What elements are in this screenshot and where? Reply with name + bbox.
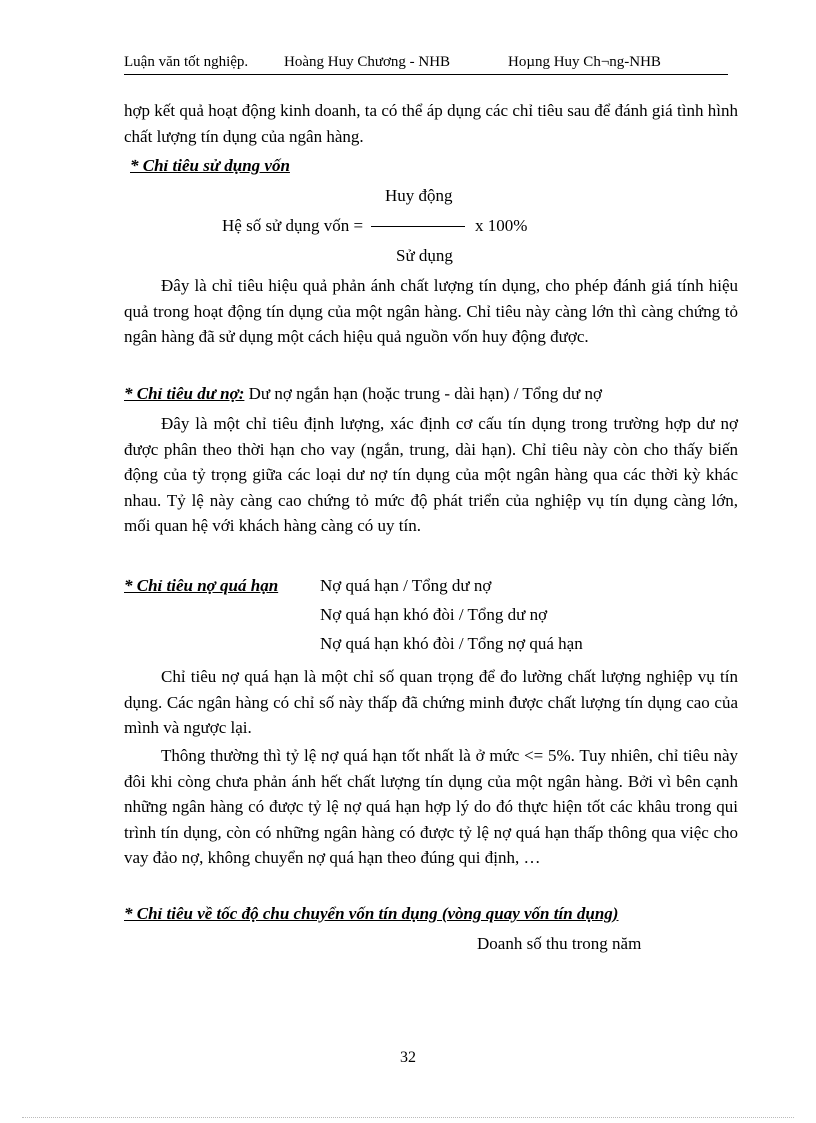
- formula-numerator: Huy động: [385, 186, 453, 205]
- intro-paragraph: hợp kết quả hoạt động kinh doanh, ta có thể áp dụng các chỉ tiêu sau để đánh giá tình hình chất lượng tín dụng của ngân hàng.: [124, 101, 738, 146]
- fraction-line: [371, 226, 465, 227]
- overdue-paragraph-2: Thông thường thì tỷ lệ nợ quá hạn tốt nhất là ở mức <= 5%. Tuy nhiên, chỉ tiêu này đôi khi còng chưa phản ánh hết chất lượng tín dụng của một ngân hàng. Bởi vì bên cạnh những ngân hàng có được tỷ lệ nợ quá hạn hợp lý do đó thực hiện tốt các khâu trong qui trình tín dụng, còn có những ngân hàng có được tỷ lệ nợ quá hạn thấp thông qua việc cho vay đảo nợ, không chuyển nợ quá hạn theo đúng qui định, …: [124, 746, 738, 867]
- page-header: [124, 52, 728, 75]
- formula-left: Hệ số sử dụng vốn =: [222, 216, 364, 235]
- section-heading-overdue: * Chỉ tiêu nợ quá hạn: [124, 576, 279, 595]
- page-bottom-border: [22, 1117, 794, 1118]
- section-heading-turnover: * Chỉ tiêu về tốc độ chu chuyển vốn tín dụng (vòng quay vốn tín dụng): [124, 904, 619, 923]
- overdue-ratio: Nợ quá hạn khó đòi / Tổng nợ quá hạn: [320, 634, 583, 653]
- debt-formula: Dư nợ ngắn hạn (hoặc trung - dài hạn) / Tổng dư nợ: [248, 384, 602, 403]
- section-heading-capital: * Chỉ tiêu sử dụng vốn: [130, 156, 290, 175]
- header-middle: Hoàng Huy Chương - NHB: [284, 54, 451, 70]
- capital-paragraph: Đây là chỉ tiêu hiệu quả phản ánh chất lượng tín dụng, cho phép đánh giá tính hiệu quả trong hoạt động tín dụng của một ngân hàng. Chỉ tiêu này càng lớn thì càng chứng tỏ ngân hàng đã sử dụng một cách hiệu quả nguồn vốn huy động được.: [124, 276, 738, 346]
- overdue-paragraph-1: Chỉ tiêu nợ quá hạn là một chỉ số quan trọng để đo lường chất lượng nghiệp vụ tín dụng. Các ngân hàng có chỉ số này thấp đã chứng minh được chất lượng tín dụng cao của mình và ngược lại.: [124, 667, 738, 737]
- debt-paragraph: Đây là một chỉ tiêu định lượng, xác định cơ cấu tín dụng trong trường hợp dư nợ được phân theo thời hạn cho vay (ngắn, trung, dài hạn). Chỉ tiêu này còn cho thấy biến động của tỷ trọng giữa các loại dư nợ tín dụng của một ngân hàng qua các thời kỳ khác nhau. Tỷ lệ này càng cao chứng tỏ mức độ phát triển của nghiệp vụ tín dụng càng lớn, mối quan hệ với khách hàng càng có uy tín.: [124, 414, 738, 535]
- page-number: 32: [400, 1049, 416, 1066]
- header-right: Hoµng Huy Ch¬ng-NHB: [508, 54, 661, 70]
- debt-line: [124, 384, 602, 404]
- section-heading-debt: * Chỉ tiêu dư nợ:: [124, 384, 245, 403]
- overdue-ratio: Nợ quá hạn khó đòi / Tổng dư nợ: [320, 605, 548, 624]
- formula-right: x 100%: [475, 216, 528, 235]
- turnover-numerator: Doanh số thu trong năm: [477, 934, 642, 953]
- header-left: Luận văn tốt nghiệp.: [124, 54, 249, 70]
- formula-denominator: Sử dụng: [396, 246, 453, 265]
- overdue-ratio: Nợ quá hạn / Tổng dư nợ: [320, 576, 492, 595]
